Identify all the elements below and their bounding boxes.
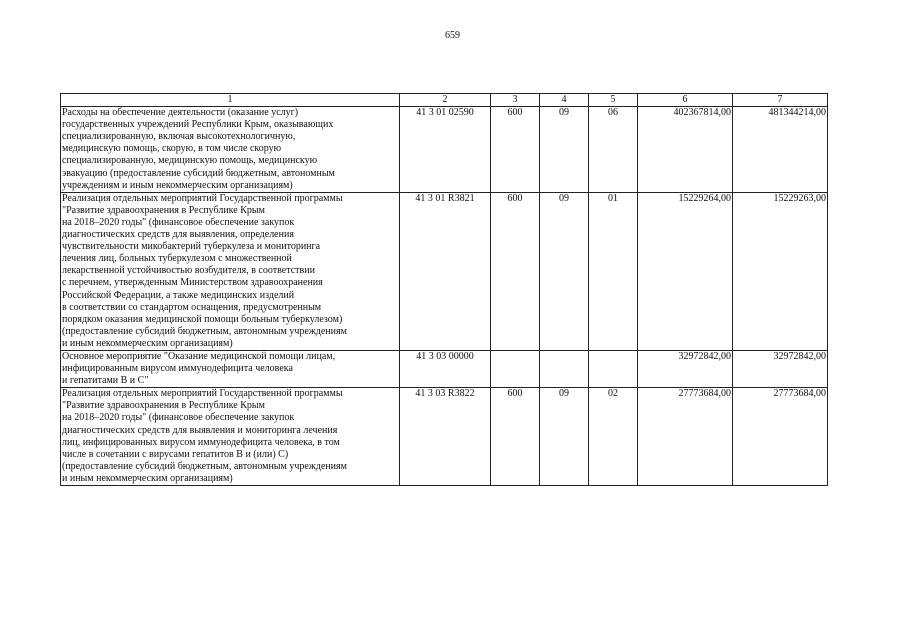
budget-table — [60, 93, 828, 486]
column-header: 2 — [400, 94, 491, 107]
row-amount-column-6: 27773684,00 — [638, 388, 733, 486]
table-row — [61, 107, 828, 193]
column-header: 6 — [638, 94, 733, 107]
row-code: 41 3 03 00000 — [400, 350, 491, 387]
row-column-4: 09 — [540, 388, 589, 486]
row-column-3: 600 — [491, 388, 540, 486]
row-code: 41 3 03 R3822 — [400, 388, 491, 486]
page-number: 659 — [445, 30, 460, 41]
row-amount-column-6: 32972842,00 — [638, 350, 733, 387]
column-header: 4 — [540, 94, 589, 107]
row-amount-column-6: 402367814,00 — [638, 107, 733, 193]
row-column-4: 09 — [540, 192, 589, 350]
column-header: 5 — [589, 94, 638, 107]
row-description: Расходы на обеспечение деятельности (оказание услуг) государственных учреждений Республики Крым, оказывающих специализированную, включая высокотехнологичную, медицинскую помощь, скорую, в том числе скорую специализированную, медицинскую помощь, медицинскую эвакуацию (предоставление субсидий бюджетным, автономным учреждениям и иным некоммерческим организациям) — [61, 107, 400, 193]
row-amount-column-7: 27773684,00 — [733, 388, 828, 486]
row-column-3: 600 — [491, 107, 540, 193]
table-row — [61, 388, 828, 486]
row-amount-column-7: 32972842,00 — [733, 350, 828, 387]
row-description: Реализация отдельных мероприятий Государственной программы "Развитие здравоохранения в Республике Крым на 2018–2020 годы" (финансовое обеспечение закупок диагностических средств для выявления и мониторинга лечения лиц, инфицированных вирусом иммунодефицита человека, в том числе в сочетании с вирусами гепатитов В и (или) С) (предоставление субсидий бюджетным, автономным учреждениям и иным некоммерческим организациям) — [61, 388, 400, 486]
row-description: Реализация отдельных мероприятий Государственной программы "Развитие здравоохранения в Республике Крым на 2018–2020 годы" (финансовое обеспечение закупок диагностических средств для выявления, определения чувствительности микобактерий туберкулеза и мониторинга лечения лиц, больных туберкулезом с множественной лекарственной устойчивостью возбудителя, в соответствии с перечнем, утвержденным Министерством здравоохранения Российской Федерации, а также медицинских изделий в соответствии со стандартом оснащения, предусмотренным порядком оказания медицинской помощи больным туберкулезом) (предоставление субсидий бюджетным, автономным учреждениям и иным некоммерческим организациям) — [61, 192, 400, 350]
column-header: 3 — [491, 94, 540, 107]
table-row — [61, 350, 828, 387]
column-header: 1 — [61, 94, 400, 107]
row-column-3 — [491, 350, 540, 387]
row-column-3: 600 — [491, 192, 540, 350]
table-header-row — [61, 94, 828, 107]
row-column-5 — [589, 350, 638, 387]
column-header: 7 — [733, 94, 828, 107]
row-amount-column-7: 481344214,00 — [733, 107, 828, 193]
row-column-5: 01 — [589, 192, 638, 350]
row-amount-column-7: 15229263,00 — [733, 192, 828, 350]
row-column-4: 09 — [540, 107, 589, 193]
row-column-5: 06 — [589, 107, 638, 193]
row-column-5: 02 — [589, 388, 638, 486]
row-code: 41 3 01 R3821 — [400, 192, 491, 350]
row-code: 41 3 01 02590 — [400, 107, 491, 193]
row-description: Основное мероприятие "Оказание медицинской помощи лицам, инфицированным вирусом иммунодефицита человека и гепатитами В и С" — [61, 350, 400, 387]
row-amount-column-6: 15229264,00 — [638, 192, 733, 350]
table-row — [61, 192, 828, 350]
row-column-4 — [540, 350, 589, 387]
